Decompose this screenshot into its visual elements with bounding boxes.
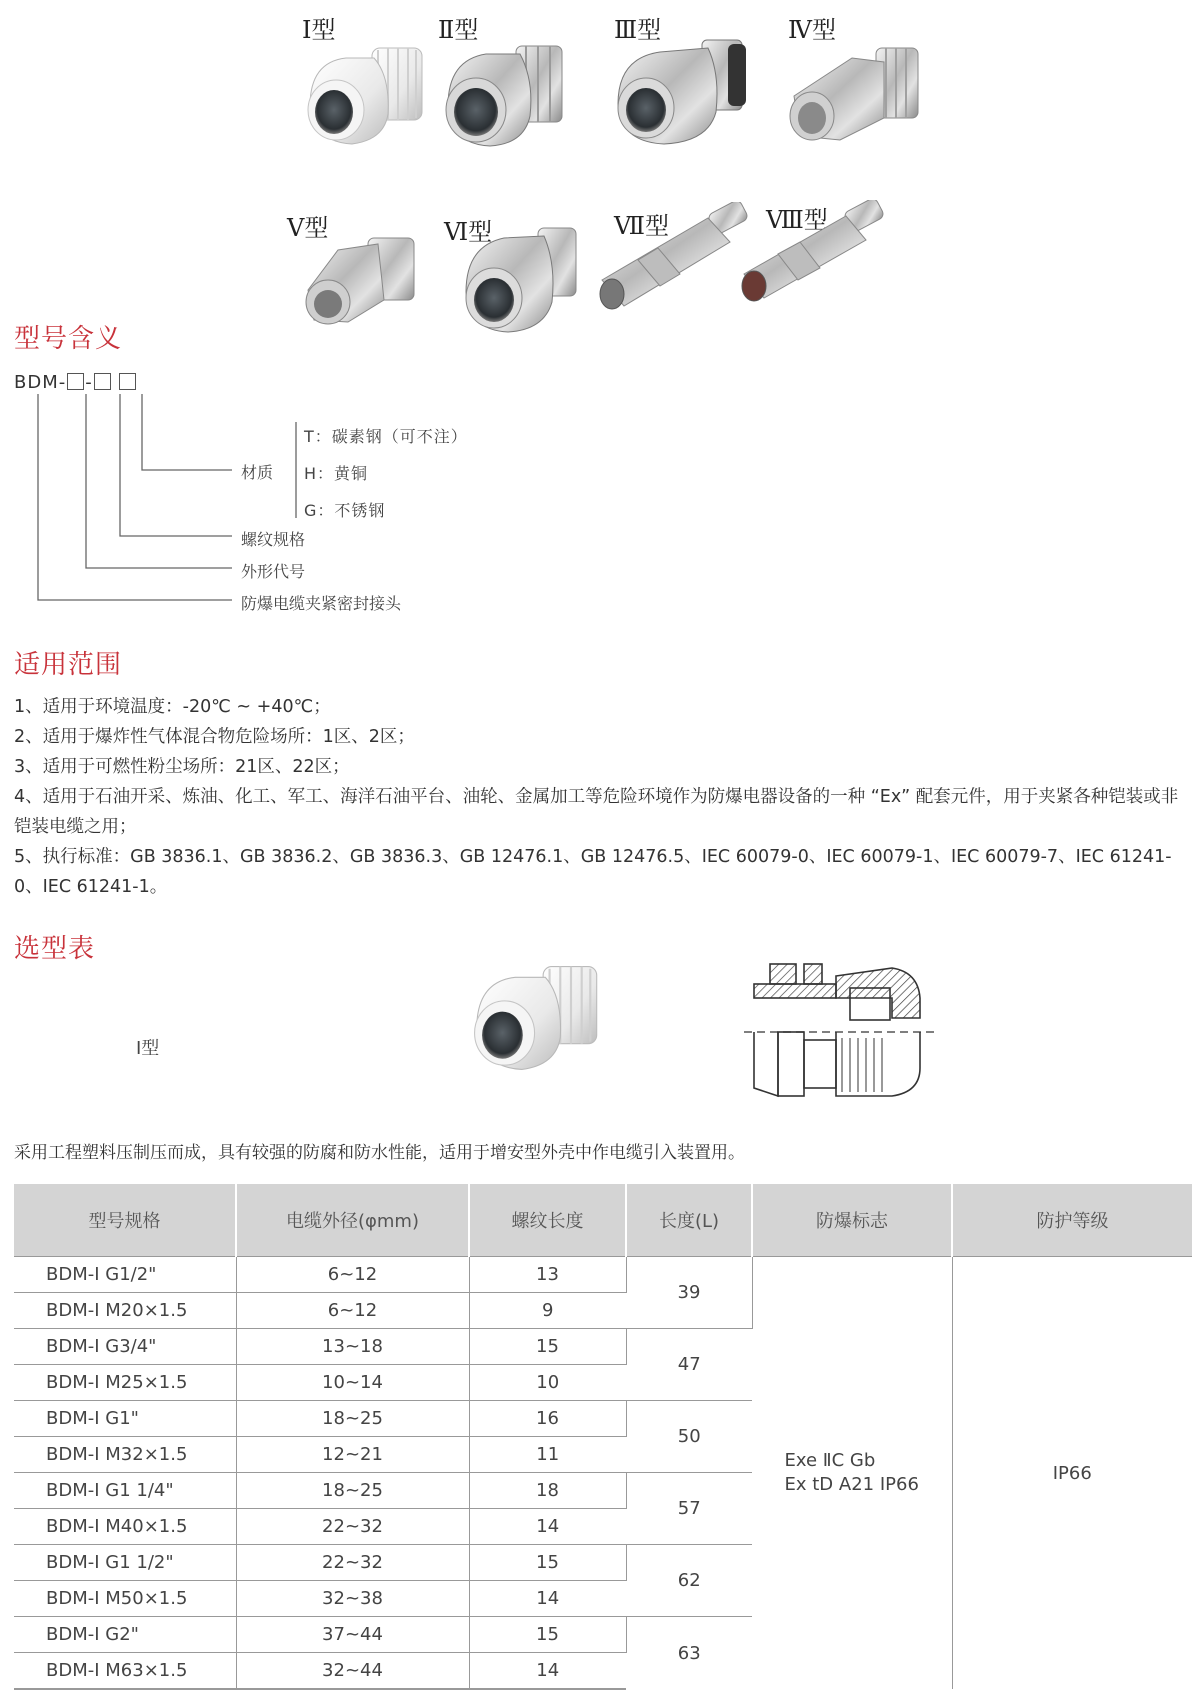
type-8-gland-image [738, 200, 898, 310]
cell-thread: 14 [469, 1653, 626, 1690]
cell-protection: IP66 [952, 1257, 1192, 1690]
cell-thread: 18 [469, 1473, 626, 1509]
scope-list [14, 692, 1194, 902]
model-code-leader-lines [0, 380, 480, 620]
type-4-label: Ⅳ型 [788, 16, 836, 44]
cell-model: BDM-Ⅰ G1/2" [14, 1257, 236, 1293]
type-2-label: Ⅱ型 [438, 16, 479, 44]
cell-cable: 22~32 [236, 1509, 469, 1545]
cell-thread: 15 [469, 1545, 626, 1581]
cell-length: 50 [626, 1401, 752, 1473]
cell-length: 47 [626, 1329, 752, 1401]
type-1-section-drawing [742, 958, 942, 1106]
cell-cable: 18~25 [236, 1401, 469, 1437]
cell-model: BDM-Ⅰ M25×1.5 [14, 1365, 236, 1401]
selection-type-label: Ⅰ型 [136, 1038, 160, 1059]
scope-item: 5、执行标准：GB 3836.1、GB 3836.2、GB 3836.3、GB 12476.1、GB 12476.5、IEC 60079-0、IEC 60079-1、IEC 60079-7、IEC 61241-0、IEC 61241-1。 [14, 847, 1172, 897]
type-5-gland-image [298, 230, 428, 330]
table-header-row [14, 1184, 1192, 1257]
type-6-label: Ⅵ型 [444, 218, 493, 246]
header-thread-length: 螺纹长度 [469, 1184, 626, 1257]
cell-model: BDM-Ⅰ M63×1.5 [14, 1653, 236, 1690]
type-7-gland-image [598, 202, 758, 322]
type-5-label: Ⅴ型 [287, 214, 329, 242]
shape-code-label: 外形代号 [241, 562, 306, 581]
cell-model: BDM-Ⅰ G1" [14, 1401, 236, 1437]
scope-item: 2、适用于爆炸性气体混合物危险场所：1区、2区； [14, 727, 415, 747]
cell-cable: 12~21 [236, 1437, 469, 1473]
cell-model: BDM-Ⅰ M20×1.5 [14, 1293, 236, 1329]
scope-item: 3、适用于可燃性粉尘场所：21区、22区； [14, 757, 350, 777]
cell-model: BDM-Ⅰ M40×1.5 [14, 1509, 236, 1545]
scope-item: 4、适用于石油开采、炼油、化工、军工、海洋石油平台、油轮、金属加工等危险环境作为防爆电器设备的一种 “Ex” 配套元件，用于夹紧各种铠装或非铠装电缆之用； [14, 787, 1179, 837]
cell-length: 63 [626, 1617, 752, 1690]
cell-length: 39 [626, 1257, 752, 1329]
selection-table [14, 1184, 1192, 1690]
cell-thread: 13 [469, 1257, 626, 1293]
cell-ex-mark [752, 1257, 952, 1690]
ex-mark-line-1: Exe ⅡC Gb [784, 1450, 876, 1471]
selection-title: 选型表 [14, 934, 96, 964]
scope-title: 适用范围 [14, 650, 123, 680]
cell-cable: 10~14 [236, 1365, 469, 1401]
type-7-label: Ⅶ型 [614, 212, 669, 240]
cell-cable: 6~12 [236, 1257, 469, 1293]
model-meaning-title: 型号含义 [14, 324, 123, 354]
type-3-gland-image [608, 34, 758, 154]
material-carbon-steel: T：碳素钢（可不注） [304, 427, 468, 446]
material-brass: H：黄铜 [304, 464, 369, 483]
cell-thread: 16 [469, 1401, 626, 1437]
cell-length: 57 [626, 1473, 752, 1545]
cell-model: BDM-Ⅰ G1 1/4" [14, 1473, 236, 1509]
type-1-label: Ⅰ型 [302, 16, 336, 44]
cell-cable: 18~25 [236, 1473, 469, 1509]
material-stainless-steel: G：不锈钢 [304, 501, 386, 520]
ex-mark-line-2: Ex tD A21 IP66 [784, 1474, 919, 1495]
selection-description: 采用工程塑料压制压而成，具有较强的防腐和防水性能，适用于增安型外壳中作电缆引入装置用。 [14, 1143, 745, 1163]
type-2-gland-image [436, 36, 576, 156]
material-label: 材质 [241, 463, 274, 482]
cell-thread: 15 [469, 1329, 626, 1365]
cell-thread: 15 [469, 1617, 626, 1653]
type-8-label: Ⅷ型 [766, 206, 828, 234]
cell-model: BDM-Ⅰ G2" [14, 1617, 236, 1653]
cell-cable: 32~38 [236, 1581, 469, 1617]
header-model: 型号规格 [14, 1184, 236, 1257]
product-name-label: 防爆电缆夹紧密封接头 [241, 594, 402, 613]
type-1-gland-image [300, 36, 440, 156]
cell-thread: 14 [469, 1581, 626, 1617]
cell-model: BDM-Ⅰ M32×1.5 [14, 1437, 236, 1473]
type-1-product-photo [466, 952, 616, 1084]
type-3-label: Ⅲ型 [614, 16, 662, 44]
model-code-prefix: BDM- [14, 372, 67, 393]
cell-model: BDM-Ⅰ G1 1/2" [14, 1545, 236, 1581]
thread-spec-label: 螺纹规格 [241, 530, 306, 549]
scope-item: 1、适用于环境温度：-20℃ ~ +40℃； [14, 697, 331, 717]
cell-model: BDM-Ⅰ M50×1.5 [14, 1581, 236, 1617]
cell-thread: 9 [469, 1293, 626, 1329]
cell-length: 62 [626, 1545, 752, 1617]
cell-thread: 11 [469, 1437, 626, 1473]
type-4-gland-image [780, 40, 930, 150]
header-ex-mark: 防爆标志 [752, 1184, 952, 1257]
header-protection: 防护等级 [952, 1184, 1192, 1257]
header-length: 长度(L) [626, 1184, 752, 1257]
cell-model: BDM-Ⅰ G3/4" [14, 1329, 236, 1365]
cell-thread: 14 [469, 1509, 626, 1545]
header-cable-diameter: 电缆外径(φmm) [236, 1184, 469, 1257]
cell-thread: 10 [469, 1365, 626, 1401]
type-6-gland-image [458, 222, 588, 337]
table-row [14, 1257, 1192, 1293]
cell-cable: 37~44 [236, 1617, 469, 1653]
cell-cable: 13~18 [236, 1329, 469, 1365]
model-code-dash: - [85, 372, 93, 393]
cell-cable: 32~44 [236, 1653, 469, 1690]
cell-cable: 6~12 [236, 1293, 469, 1329]
cell-cable: 22~32 [236, 1545, 469, 1581]
